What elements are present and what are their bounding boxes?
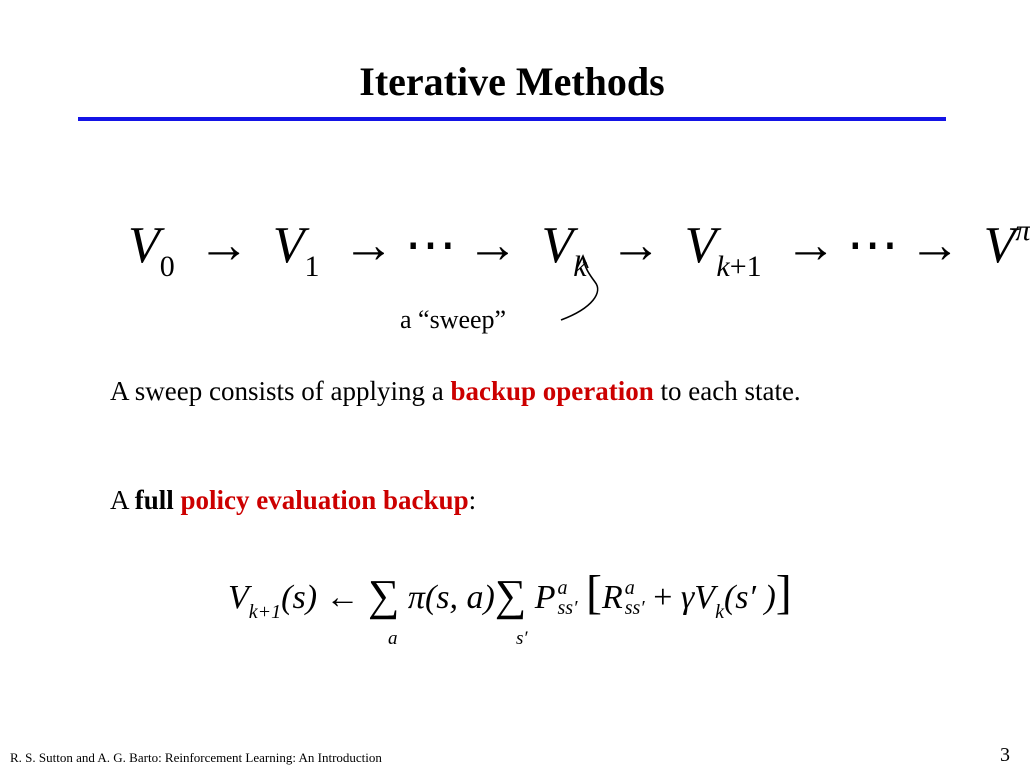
assign-arrow: ← [325,579,360,616]
title-underline-rule [78,117,946,121]
chain-vk1: $V_{k+1}$ [684,217,762,283]
backup-operation-term: backup operation [450,376,654,406]
sum-over-sprime: ∑ [494,571,527,620]
chain-arrow: → [342,217,395,274]
chain-arrow: → [784,217,837,274]
chain-arrow: → [197,217,250,274]
chain-arrow: → [466,217,519,274]
sweep-label: a “sweep” [400,305,507,334]
slide-title: Iterative Methods [359,59,665,104]
full-backup-heading: A full policy evaluation backup: [110,485,477,515]
chain-arrow: → [908,217,961,274]
chain-v1: $V_1$ [272,217,320,283]
footer-citation: R. S. Sutton and A. G. Barto: Reinforcement Learning: An Introduction [10,750,382,765]
sum-index-a: a [388,628,398,649]
policy-evaluation-backup-term: policy evaluation backup [180,485,469,515]
sweep-pointer-arrow [555,250,615,325]
sum-index-sprime: s′ [516,628,528,649]
chain-vk: $V_k$ [541,217,587,283]
sum-over-a: ∑ [368,571,400,620]
chain-ellipsis: ⋯ [404,217,457,274]
chain-vpi: $V^\pi$ [983,214,1030,274]
chain-arrow: → [609,217,662,274]
sweep-definition-text: A sweep consists of applying a backup operation to each state. [110,376,801,406]
page-number: 3 [1000,744,1010,766]
chain-v0: $V_0$ [128,217,175,283]
chain-ellipsis: ⋯ [846,217,899,274]
policy-evaluation-formula: $V_{k+1}(s)$ ← ∑ π(s, a)∑ P a ss′ [R a ss′ + $\gamma V_k(s'$ )] [228,566,792,623]
